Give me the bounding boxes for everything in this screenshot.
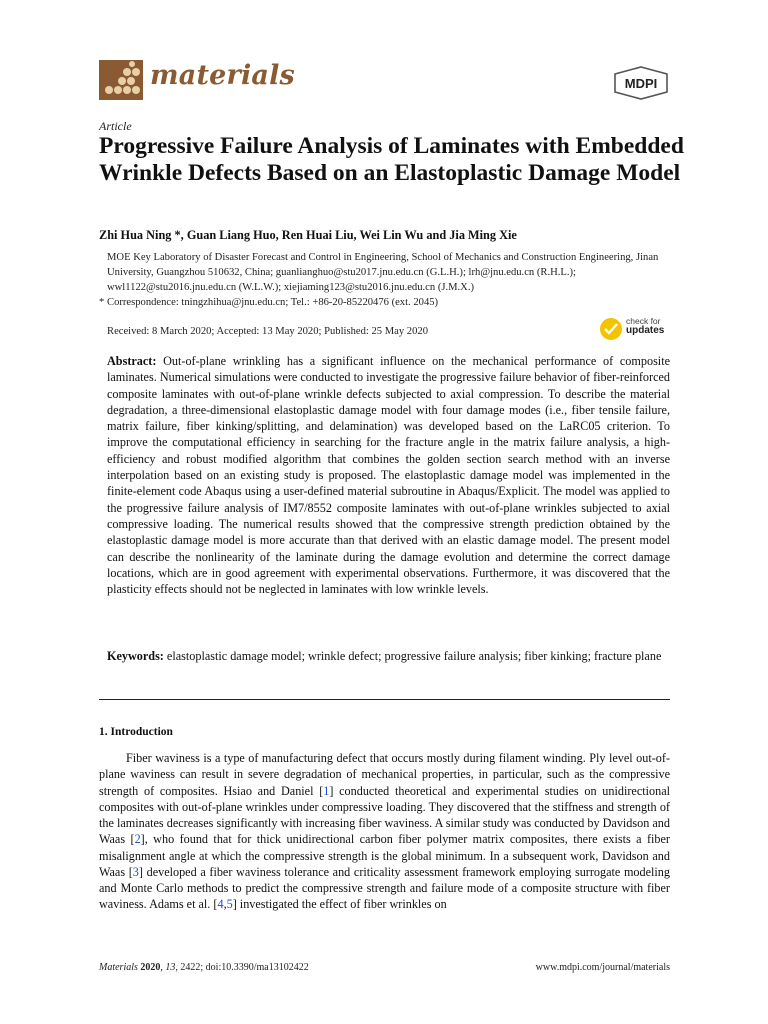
mdpi-logo-text: MDPI [624, 76, 658, 91]
intro-text-4: ] developed a fiber waviness tolerance and criticality assessment framework employing surrogate modeling and Monte Carlo methods to predict the compressive strength and failure mode of a composite structure with fiber waviness. Adams et al. [ [99, 864, 670, 912]
check-for-updates-badge[interactable] [600, 316, 672, 346]
footer-url[interactable]: www.mdpi.com/journal/materials [535, 962, 670, 973]
footer-doi: , 2422; doi:10.3390/ma13102422 [175, 962, 309, 973]
intro-text-3: ], who found that for thick unidirectional carbon fiber polymer matrix composites, there exists a fiber misalignment angle at which the compressive strength is the global minimum. In a subsequent work, Davidson and Waas [ [99, 832, 670, 879]
citation-link[interactable]: 3 [132, 864, 139, 879]
footer-volume: 13 [165, 962, 176, 973]
citation-link[interactable]: 5 [226, 897, 233, 912]
author-list: Zhi Hua Ning *, Guan Liang Huo, Ren Huai Liu, Wei Lin Wu and Jia Ming Xie [99, 228, 517, 242]
keywords-text: elastoplastic damage model; wrinkle defect; progressive failure analysis; fiber kinking; fracture plane [166, 649, 662, 663]
section-heading-introduction: 1. Introduction [99, 726, 173, 738]
check-updates-icon [600, 318, 622, 340]
keywords [107, 648, 670, 664]
affiliation-1: MOE Key Laboratory of Disaster Forecast and Control in Engineering, School of Mechanics and Construction Engineering, Jinan University, Guangzhou 510632, China; guanlianghuo@stu2017.jnu.edu.cn (G.L.H.); lrh@jnu.edu.cn (R.H.L.); wwl1122@stu2016.jnu.edu.cn (W.L.W.); xiejiaming123@stu2016.jnu.edu.cn (J.M.X.) [107, 252, 659, 293]
journal-name: materials [150, 60, 295, 91]
article-type: Article [99, 119, 132, 133]
mdpi-logo-icon [612, 66, 670, 100]
keywords-label: Keywords: [107, 649, 164, 663]
correspondence-line [99, 295, 687, 310]
abstract-text: Out-of-plane wrinkling has a significant influence on the mechanical performance of composite laminates. Numerical simulations were conducted to investigate the progressive failure behavior of fiber-reinforced composite laminates with out-of-plane wrinkle defects subjected to axial compression. To describe the material degradation, a three-dimensional elastoplastic damage model with four damage modes (i.e., fiber tensile failure, matrix failure, fiber kinking/splitting, and delamination) was developed based on the LaRC05 criterion. To improve the computational efficiency in searching for the fracture angle in the matrix failure analysis, a high-efficiency and robust modified algorithm that combines the golden section search method with an inverse interpolation based on an existing study is proposed. The elastoplastic damage model was implemented in the finite-element code Abaqus using a user-defined material subroutine in Abaqus/Explicit. The model was applied to the progressive failure analysis of IM7/8552 composite laminates with out-of-plane wrinkles subjected to axial compressive loading. The numerical results showed that the compressive strength prediction obtained by the elastoplastic damage model is more accurate than that derived with an elastic damage model. The present model can describe the nonlinearity of the laminate during the damage evolution and determine the correct damage locations, which are in good agreement with experimental observations. Furthermore, it was discovered that the plasticity effects should not be neglected in laminates with low wrinkle levels. [107, 354, 670, 597]
footer-journal: Materials [99, 962, 138, 973]
check-updates-line1: check for [626, 316, 661, 326]
correspondence: Correspondence: tningzhihua@jnu.edu.cn; Tel.: +86-20-85220476 (ext. 2045) [107, 297, 439, 308]
intro-text-2: ] conducted theoretical and experimental studies on unidirectional composites with out-of-plane wrinkles under compressive loading. They discovered that the stiffness and strength of the laminates decreases significantly with increasing fiber waviness. A similar study was conducted by Davidson and Waas [ [99, 783, 670, 847]
introduction-paragraph [99, 750, 670, 913]
journal-logo-icon [99, 60, 143, 100]
abstract-label: Abstract: [107, 354, 157, 368]
correspondence-star: * [99, 297, 105, 308]
article-title: Progressive Failure Analysis of Laminates with Embedded Wrinkle Defects Based on an Elastoplastic Damage Model [99, 133, 684, 186]
abstract [107, 353, 670, 597]
publication-dates: Received: 8 March 2020; Accepted: 13 May 2020; Published: 25 May 2020 [107, 326, 428, 337]
footer-year: 2020 [140, 962, 161, 973]
intro-text-5: ] investigated the effect of fiber wrinkles on [232, 897, 447, 912]
citation-link[interactable]: 2 [134, 832, 141, 847]
divider [99, 699, 670, 700]
affiliations [99, 250, 687, 310]
citation-link[interactable]: 4 [217, 897, 224, 912]
citation-link[interactable]: 1 [323, 783, 330, 798]
check-updates-line2: updates [626, 325, 665, 336]
footer-citation: Materials 2020, 13, 2422; doi:10.3390/ma13102422 [99, 962, 309, 973]
intro-text-1: Fiber waviness is a type of manufacturing defect that occurs mostly during filament winding. Ply level out-of-plane waviness can result in severe degradation of mechanical properties, in particular, such as the compressive strength of composites. Hsiao and Daniel [ [99, 751, 670, 798]
citation-separator: , [223, 897, 227, 912]
